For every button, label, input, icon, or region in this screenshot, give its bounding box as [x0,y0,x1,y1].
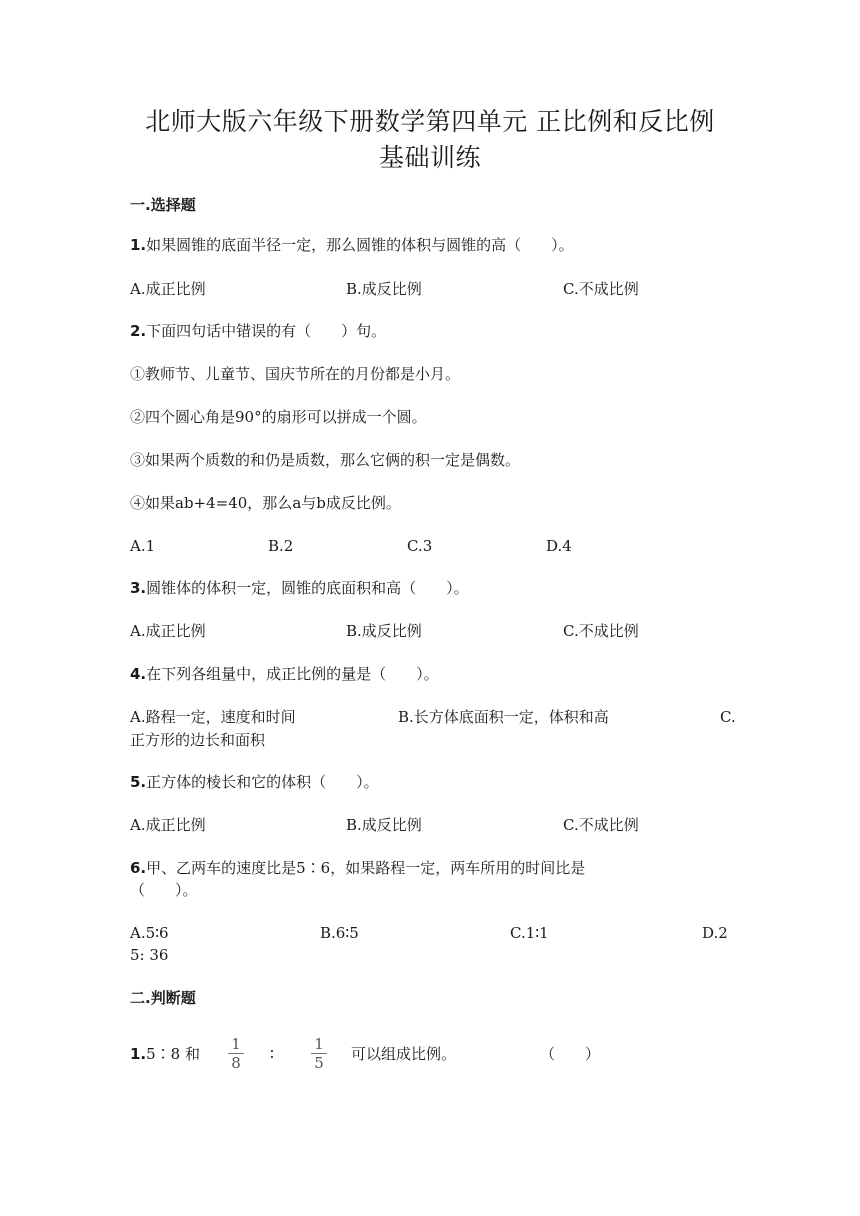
question-6-continued: （ ）。 [130,881,198,899]
question-text: 正方体的棱长和它的体积（ ）。 [146,773,379,791]
question-1 [130,234,574,256]
fraction-denominator: 5 [314,1054,324,1072]
question-text: 在下列各组量中，成正比例的量是（ ）。 [146,665,439,683]
option-c-continued[interactable]: 正方形的边长和面积 [130,731,266,749]
option-c[interactable]: C.不成比例 [563,816,639,834]
question-text-after: 可以组成比例。 [351,1045,457,1063]
option-a[interactable]: A.路程一定，速度和时间 [130,708,296,726]
option-d-continued[interactable]: 5: 36 [130,946,169,964]
ratio-colon: ∶ [270,1045,274,1063]
option-c[interactable]: C.不成比例 [563,622,639,640]
statement-1: ①教师节、儿童节、国庆节所在的月份都是小月。 [130,365,461,383]
page-subtitle: 基础训练 [378,143,481,172]
question-number: 1. [130,1045,147,1063]
question-number: 3. [130,579,147,597]
option-c[interactable]: C.1∶1 [510,924,549,942]
question-5 [130,771,379,793]
fraction-numerator: 1 [231,1035,241,1053]
option-b[interactable]: B.成反比例 [346,816,422,834]
question-2 [130,320,386,342]
option-b[interactable]: B.长方体底面积一定，体积和高 [398,708,609,726]
question-6 [130,857,585,879]
option-a[interactable]: A.成正比例 [130,816,206,834]
fraction-numerator: 1 [314,1035,324,1053]
option-a[interactable]: A.成正比例 [130,622,206,640]
question-4 [130,663,439,685]
question-text: 下面四句话中错误的有（ ）句。 [146,322,387,340]
question-number: 6. [130,859,147,877]
answer-blank[interactable]: （ ） [540,1045,601,1063]
option-a[interactable]: A.成正比例 [130,280,206,298]
option-d[interactable]: D.4 [546,537,572,555]
question-text: 如果圆锥的底面半径一定，那么圆锥的体积与圆锥的高（ ）。 [146,236,574,254]
page-title: 北师大版六年级下册数学第四单元 正比例和反比例 [145,107,715,136]
question-number: 1. [130,236,147,254]
option-a[interactable]: A.1 [130,537,156,555]
question-number: 4. [130,665,147,683]
statement-3: ③如果两个质数的和仍是质数，那么它俩的积一定是偶数。 [130,451,521,469]
option-b[interactable]: B.6∶5 [320,924,359,942]
judgement-question-1 [130,1043,200,1065]
question-number: 5. [130,773,147,791]
option-a[interactable]: A.5∶6 [130,924,169,942]
question-number: 2. [130,322,147,340]
question-text-before: 5∶8 和 [146,1045,200,1063]
option-c[interactable]: C.3 [407,537,433,555]
fraction-one-fifth [311,1036,327,1071]
question-text: 圆锥体的体积一定，圆锥的底面积和高（ ）。 [146,579,469,597]
fraction-one-eighth [228,1036,244,1071]
option-c[interactable]: C.不成比例 [563,280,639,298]
question-text: 甲、乙两车的速度比是5∶6，如果路程一定，两车所用的时间比是 [146,859,586,877]
option-d[interactable]: D.2 [702,924,728,942]
option-b[interactable]: B.2 [268,537,294,555]
question-3 [130,577,469,599]
option-b[interactable]: B.成反比例 [346,622,422,640]
section-heading-judgement: 二.判断题 [130,989,196,1007]
statement-2: ②四个圆心角是90°的扇形可以拼成一个圆。 [130,408,427,426]
option-b[interactable]: B.成反比例 [346,280,422,298]
section-heading-choice: 一.选择题 [130,196,196,214]
statement-4: ④如果ab+4=40，那么a与b成反比例。 [130,494,401,512]
option-c[interactable]: C. [720,708,736,726]
fraction-denominator: 8 [231,1054,241,1072]
